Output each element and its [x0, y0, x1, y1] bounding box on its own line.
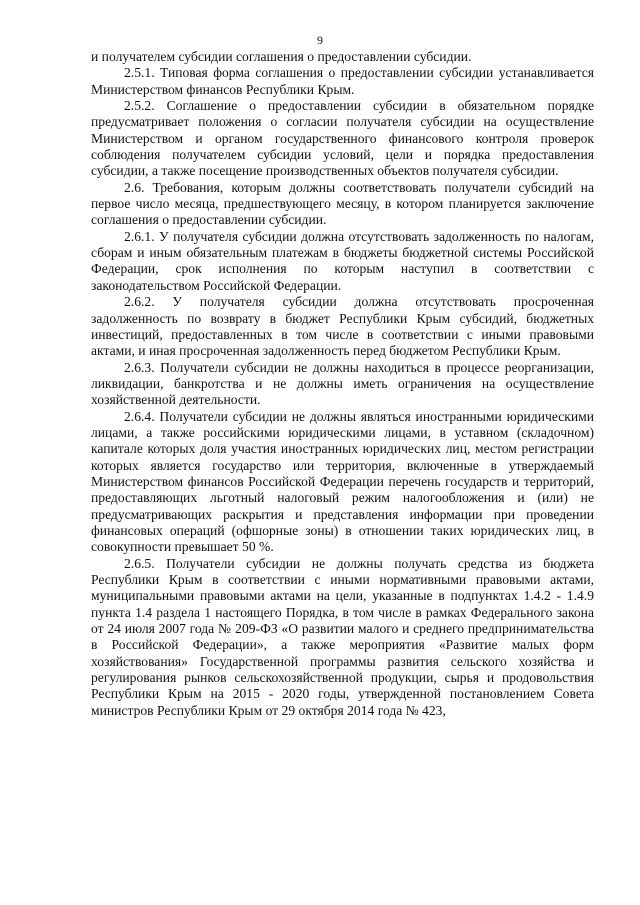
paragraph-2-6-5: 2.6.5. Получатели субсидии не должны получать средства из бюджета Республики Крым в соответствии с иными нормативными правовыми актами, муниципальными правовыми актами на цели, указанные в подпунктах 1.4.2 - 1.4.9 пункта 1.4 раздела 1 настоящего Порядка, в том числе в рамках Федерального закона от 24 июля 2007 года № 209-ФЗ «О развитии малого и среднего предпринимательства в Российской Федерации», а также мероприятия «Развитие малых форм хозяйствования» Государственной программы развития сельского хозяйства и регулирования рынков сельскохозяйственной продукции, сырья и продовольствия Республики Крым на 2015 - 2020 годы, утвержденной постановлением Совета министров Республики Крым от 29 октября 2014 года № 423,	[91, 555, 594, 718]
paragraph-continuation: и получателем субсидии соглашения о предоставлении субсидии.	[91, 49, 472, 64]
paragraph-2-6-1: 2.6.1. У получателя субсидии должна отсутствовать задолженность по налогам, сборам и иным обязательным платежам в бюджеты бюджетной системы Российской Федерации, срок исполнения по которым наступил в соответствии с законодательством Российской Федерации.	[91, 228, 594, 293]
paragraph-2-6-2: 2.6.2. У получателя субсидии должна отсутствовать просроченная задолженность по возврату в бюджет Республики Крым субсидий, бюджетных инвестиций, предоставленных в том числе в соответствии с иными правовыми актами, и иная просроченная задолженность перед бюджетом Республики Крым.	[91, 294, 594, 359]
document-body	[91, 49, 594, 719]
paragraph-2-6-3: 2.6.3. Получатели субсидии не должны находиться в процессе реорганизации, ликвидации, банкротства и не должны иметь ограничения на осуществление хозяйственной деятельности.	[91, 359, 594, 408]
paragraph-2-6: 2.6. Требования, которым должны соответствовать получатели субсидий на первое число месяца, предшествующего месяцу, в котором планируется заключение соглашения о предоставлении субсидии.	[91, 179, 594, 228]
paragraph-2-5-1: 2.5.1. Типовая форма соглашения о предоставлении субсидии устанавливается Министерством финансов Республики Крым.	[91, 65, 594, 97]
paragraph-2-6-4: 2.6.4. Получатели субсидии не должны являться иностранными юридическими лицами, а также российскими юридическими лицами, в уставном (складочном) капитале которых доля участия иностранных юридических лиц, местом регистрации которых является государство или территория, включенные в утверждаемый Министерством финансов Российской Федерации перечень государств и территорий, предоставляющих льготный налоговый режим налогообложения и (или) не предусматривающих раскрытия и представления информации при проведении финансовых операций (офшорные зоны) в отношении таких юридических лиц, в совокупности превышает 50 %.	[91, 408, 594, 555]
paragraph-2-5-2: 2.5.2. Соглашение о предоставлении субсидии в обязательном порядке предусматривает положения о согласии получателя субсидии на осуществление Министерством и органом государственного финансового контроля проверок соблюдения получателем субсидии условий, цели и порядка предоставления субсидии, а также посещение производственных объектов получателя субсидии.	[91, 98, 594, 179]
page-number: 9	[317, 33, 323, 47]
